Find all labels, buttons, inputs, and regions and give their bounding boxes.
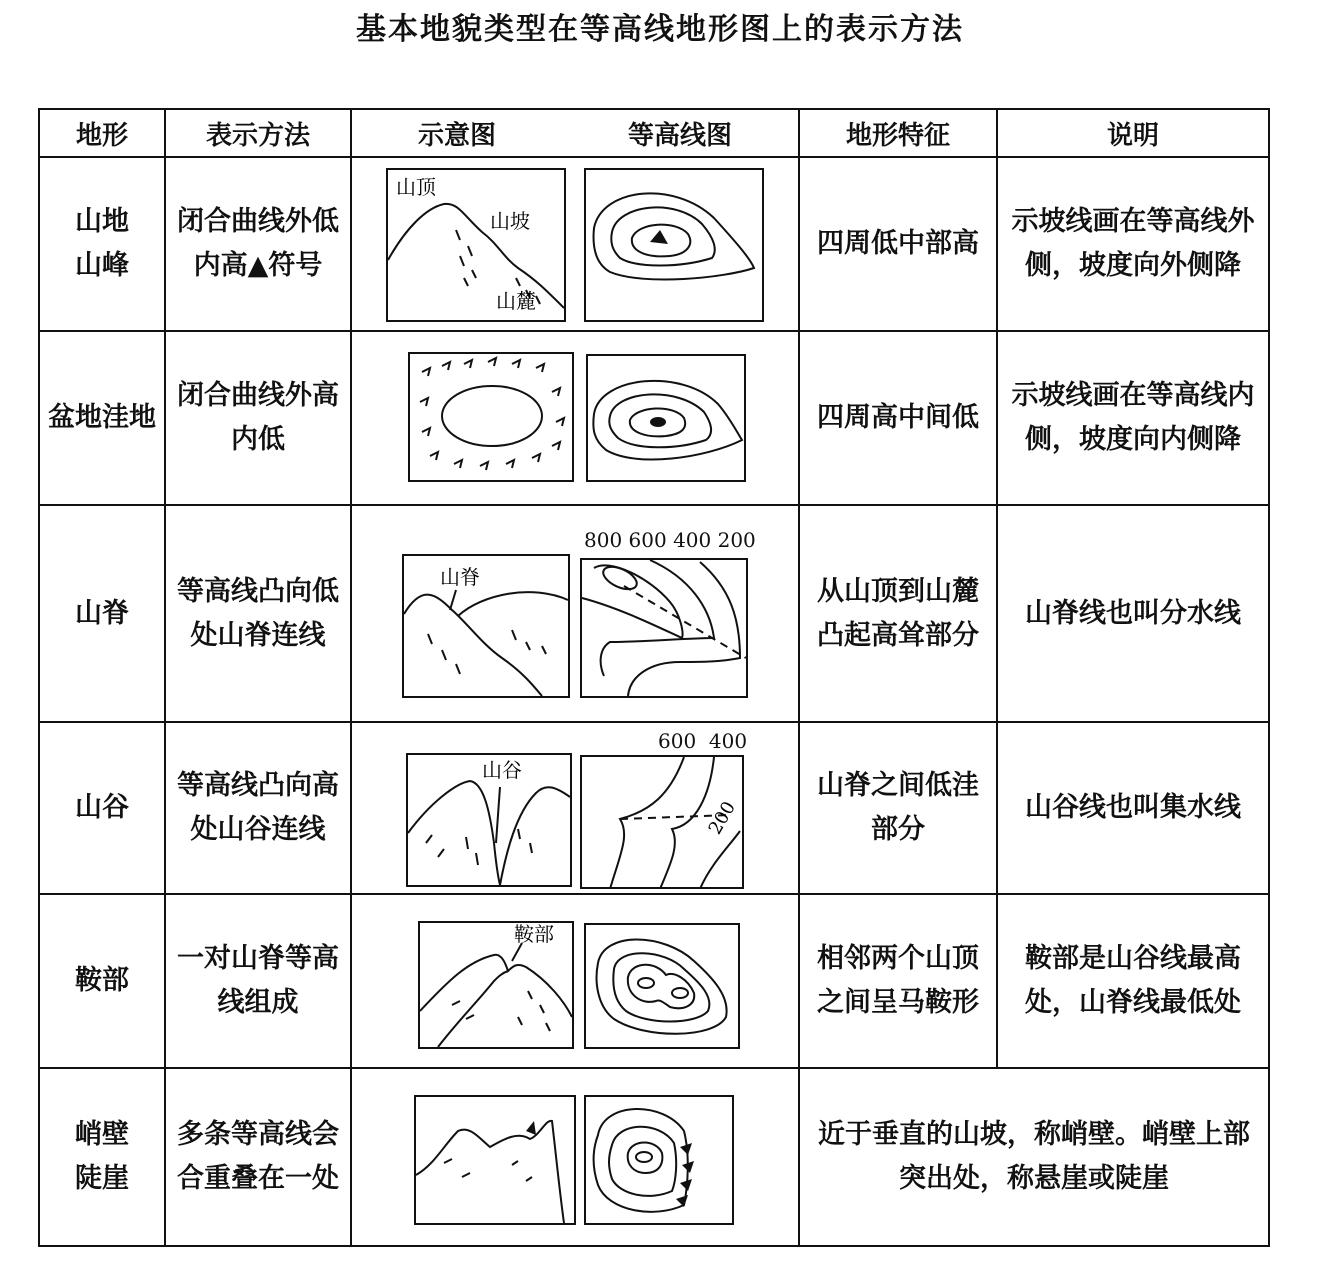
header-method: 表示方法 — [165, 109, 351, 157]
method-text: 等高线凸向高处山谷连线 — [177, 770, 339, 845]
valley-contour-200: 200 — [704, 797, 740, 839]
terrain-name: 盆地洼地 — [48, 402, 156, 433]
method-text: 等高线凸向低处山脊连线 — [177, 575, 339, 651]
peak-contour — [584, 168, 764, 322]
table-row — [39, 331, 1269, 505]
label-saddle: 鞍部 — [514, 922, 554, 946]
header-terrain: 地形 — [39, 109, 165, 157]
header-figures — [351, 109, 799, 157]
header-feature: 地形特征 — [799, 109, 997, 157]
header-sketch: 示意图 — [417, 120, 496, 151]
note-text: 鞍部是山谷线最高处，山脊线最低处 — [1025, 943, 1241, 1018]
valley-sketch — [406, 753, 572, 887]
table-row — [39, 157, 1269, 331]
terrain-name: 山地 山峰 — [75, 206, 129, 281]
feature-text: 四周低中部高 — [817, 228, 979, 259]
figure-valley — [352, 723, 798, 893]
method-text: 一对山脊等高线组成 — [177, 943, 339, 1018]
feature-text: 山脊之间低洼部分 — [817, 770, 979, 845]
ridge-contour-values: 800 600 400 200 — [584, 528, 756, 552]
note-text: 山脊线也叫分水线 — [1025, 597, 1241, 629]
cliff-sketch — [414, 1095, 576, 1225]
label-summit: 山顶 — [396, 175, 436, 199]
cliff-contour — [584, 1095, 734, 1225]
table-row — [39, 722, 1269, 894]
figure-saddle — [352, 895, 798, 1067]
feature-text: 从山顶到山麓凸起高耸部分 — [817, 575, 979, 651]
terrain-name: 山脊 — [75, 597, 129, 629]
note-text: 山谷线也叫集水线 — [1025, 792, 1241, 823]
landform-table — [38, 108, 1270, 1247]
terrain-name: 峭壁 陡崖 — [75, 1119, 129, 1194]
table-row — [39, 1068, 1269, 1246]
cliff-mark-icon — [526, 1121, 536, 1135]
peak-sketch — [386, 168, 566, 322]
peak-triangle-icon — [650, 230, 668, 244]
note-text: 示坡线画在等高线内侧，坡度向内侧降 — [1011, 380, 1255, 455]
ridge-sketch — [402, 554, 570, 698]
label-valley: 山谷 — [482, 758, 522, 782]
figure-ridge — [352, 506, 798, 721]
header-row — [39, 109, 1269, 157]
feature-note-text: 近于垂直的山坡，称峭壁。峭壁上部突出处，称悬崖或陡崖 — [818, 1119, 1250, 1194]
basin-contour — [586, 354, 746, 482]
header-contour: 等高线图 — [627, 120, 732, 151]
note-text: 示坡线画在等高线外侧，坡度向外侧降 — [1011, 206, 1255, 281]
header-note: 说明 — [997, 109, 1269, 157]
page-title: 基本地貌类型在等高线地形图上的表示方法 — [356, 12, 964, 47]
method-text: 闭合曲线外高内低 — [177, 380, 339, 455]
method-text: 闭合曲线外低内高▲符号 — [177, 206, 339, 281]
method-text: 多条等高线会合重叠在一处 — [177, 1119, 339, 1194]
cliff-triangle-icons — [676, 1143, 694, 1207]
label-slope: 山坡 — [490, 209, 530, 233]
valley-contour — [580, 755, 744, 889]
figure-cliff — [352, 1069, 798, 1245]
terrain-name: 鞍部 — [75, 965, 129, 996]
terrain-name: 山谷 — [75, 792, 129, 823]
label-foot: 山麓 — [496, 289, 536, 313]
table-row — [39, 505, 1269, 722]
saddle-sketch — [418, 921, 574, 1049]
label-ridge: 山脊 — [440, 565, 480, 589]
figure-peak — [352, 158, 798, 330]
figure-basin — [352, 332, 798, 504]
saddle-contour — [584, 923, 740, 1049]
valley-contour-values: 600 400 — [658, 729, 748, 753]
feature-text: 相邻两个山顶之间呈马鞍形 — [817, 943, 979, 1018]
feature-text: 四周高中间低 — [817, 402, 979, 433]
basin-sketch — [408, 352, 574, 482]
ridge-contour — [580, 558, 748, 698]
table-row — [39, 894, 1269, 1068]
